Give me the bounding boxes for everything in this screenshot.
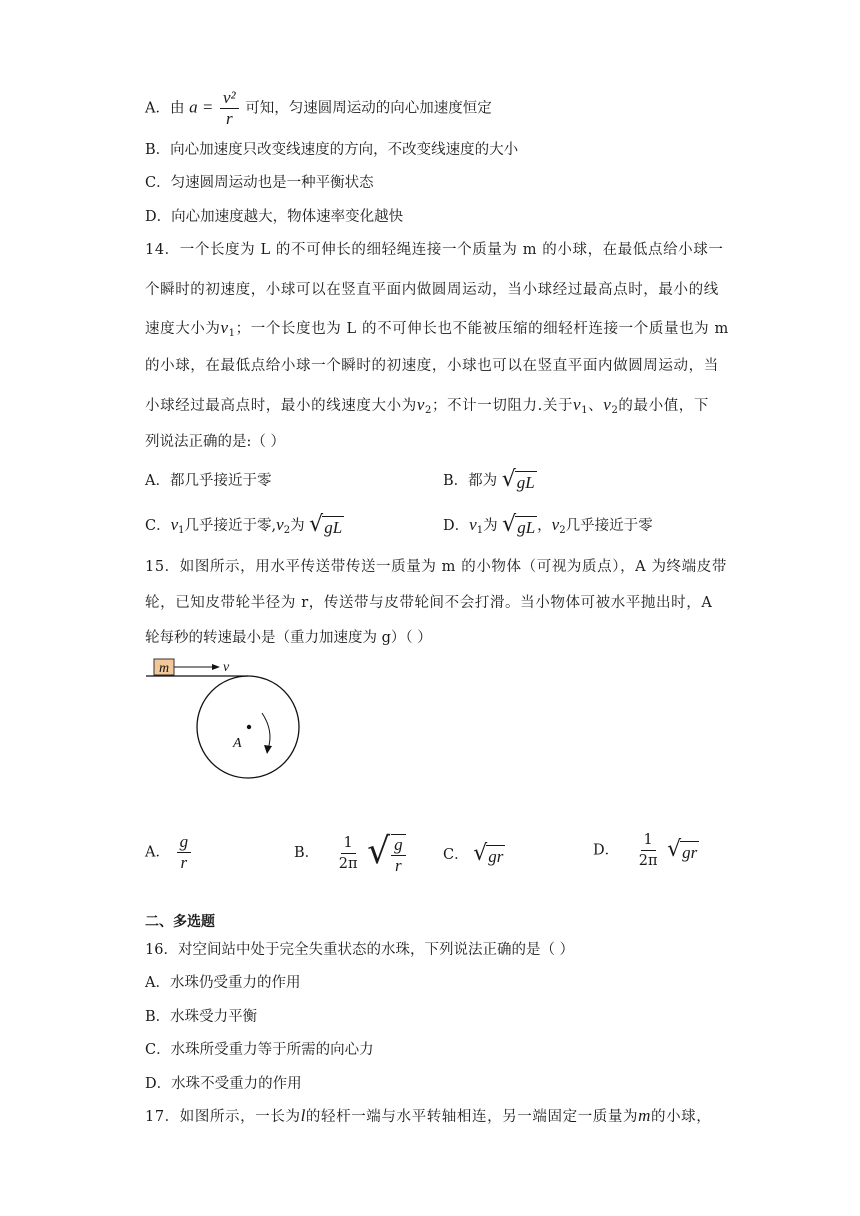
fraction-g-over-r: $\frac{g}{r}$ bbox=[177, 832, 192, 873]
q14-stem-line2: 个瞬时的初速度，小球可以在竖直平面内做圆周运动，当小球经过最高点时，最小的线 bbox=[145, 282, 719, 298]
q13-option-a: A．由 a = $\frac{\text{v²}}{r}$ 可知，匀速圆周运动的向心加速度恒定 bbox=[145, 88, 492, 128]
q15-option-b: B． $\frac{1}{2\pi}$ √ $\frac{g}{r}$ bbox=[294, 830, 408, 876]
formula-lhs: a = bbox=[189, 97, 214, 117]
q14-stem-line3: 速度大小为$v_1$；一个长度也为 L 的不可伸长也不能被压缩的细轻杆连接一个质量也为 m bbox=[145, 318, 729, 339]
q14-stem-line1: 14．一个长度为 L 的不可伸长的细轻绳连接一个质量为 m 的小球，在最低点给小球一 bbox=[145, 242, 724, 258]
rotation-arrow bbox=[262, 713, 270, 749]
q15-option-c: C． √ gr bbox=[443, 841, 504, 866]
velocity-label: v bbox=[223, 660, 230, 675]
q13-option-d: D．向心加速度越大，物体速率变化越快 bbox=[145, 209, 404, 225]
q14-stem-line4: 的小球，在最低点给小球一个瞬时的初速度，小球也可以在竖直平面内做圆周运动，当 bbox=[145, 358, 719, 374]
q16-option-c: C．水珠所受重力等于所需的向心力 bbox=[145, 1042, 374, 1058]
formula-fraction: $\frac{\text{v²}}{r}$ bbox=[220, 88, 239, 129]
q15-stem-line3: 轮每秒的转速最小是（重力加速度为 g）（ ） bbox=[145, 630, 432, 646]
q16-option-d: D．水珠不受重力的作用 bbox=[145, 1076, 302, 1092]
q14-option-b: B．都为 √ gL bbox=[443, 467, 535, 492]
sqrt-gl: √ gL bbox=[501, 467, 535, 492]
q15-option-a: A． $\frac{g}{r}$ bbox=[145, 832, 193, 873]
sqrt-g-over-r: √ $\frac{g}{r}$ bbox=[367, 830, 407, 876]
q13-option-c: C．匀速圆周运动也是一种平衡状态 bbox=[145, 175, 374, 191]
q16-stem: 16．对空间站中处于完全失重状态的水珠，下列说法正确的是（ ） bbox=[145, 942, 575, 958]
q16-option-b: B．水珠受力平衡 bbox=[145, 1009, 258, 1025]
belt-wheel-figure bbox=[140, 655, 310, 781]
q17-stem-line1: 17．如图所示，一长为l的轻杆一端与水平转轴相连，另一端固定一质量为m的小球， bbox=[145, 1106, 712, 1125]
q14-option-a: A．都几乎接近于零 bbox=[145, 473, 272, 489]
rotation-arrowhead bbox=[264, 745, 272, 754]
velocity-arrowhead bbox=[212, 664, 220, 670]
q14-stem-line5: 小球经过最高点时，最小的线速度大小为$v_2$；不计一切阻力.关于$v_1$、$v_2$的最小值，下 bbox=[145, 395, 710, 416]
sqrt-gr: √ gr bbox=[473, 841, 504, 866]
q15-stem-line1: 15．如图所示，用水平传送带传送一质量为 m 的小物体（可视为质点），A 为终端皮带 bbox=[145, 559, 727, 575]
axle-label: A bbox=[233, 736, 242, 751]
q15-option-d: D． $\frac{1}{2\pi}$ √ gr bbox=[593, 832, 698, 869]
q14-option-d: D．$v_1$为 √ gL ，$v_2$几乎接近于零 bbox=[443, 512, 653, 537]
mass-label: m bbox=[158, 661, 170, 676]
q13-option-b: B．向心加速度只改变线速度的方向，不改变线速度的大小 bbox=[145, 142, 519, 158]
q14-stem-line6: 列说法正确的是:（ ） bbox=[145, 434, 285, 450]
sqrt-gl: √ gL bbox=[502, 512, 536, 537]
section-heading: 二、多选题 bbox=[145, 914, 215, 930]
sqrt-gr: √ gr bbox=[667, 836, 698, 862]
q15-stem-line2: 轮，已知皮带轮半径为 r，传送带与皮带轮间不会打滑。当小物体可被水平抛出时，A bbox=[145, 595, 713, 611]
sqrt-gl: √ gL bbox=[309, 512, 343, 537]
q16-option-a: A．水珠仍受重力的作用 bbox=[145, 975, 301, 991]
fraction-1-over-2pi: $\frac{1}{2\pi}$ bbox=[638, 832, 658, 869]
fraction-1-over-2pi: $\frac{1}{2\pi}$ bbox=[338, 834, 358, 872]
q14-option-c: C．$v_1$几乎接近于零$,v_2$为 √ gL bbox=[145, 512, 343, 537]
axle-point bbox=[247, 725, 251, 729]
